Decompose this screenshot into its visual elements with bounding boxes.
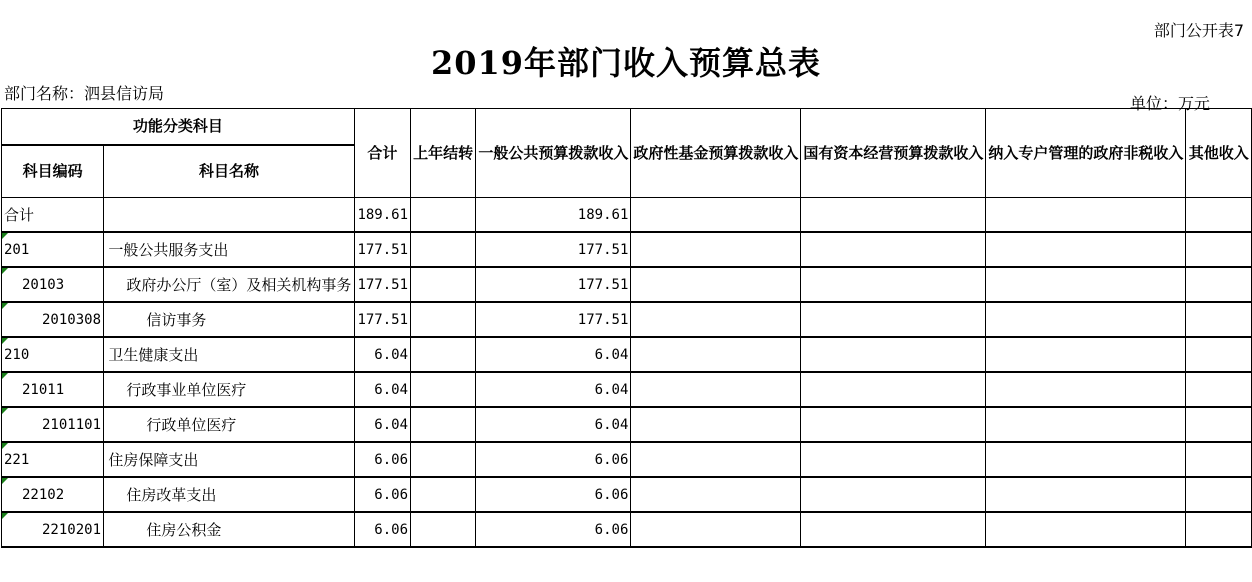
cell-general-budget: 6.04: [476, 407, 631, 442]
cell-code: 2210201: [2, 512, 104, 547]
budget-table: [1, 108, 1252, 548]
header-gov-fund: 政府性基金预算拨款收入: [631, 109, 801, 198]
cell-gov-fund: [631, 302, 801, 337]
department-name: 部门名称：泗县信访局: [4, 84, 165, 103]
header-non-tax: 纳入专户管理的政府非税收入: [986, 109, 1186, 198]
cell-gov-fund: [631, 267, 801, 302]
cell-general-budget: 6.06: [476, 477, 631, 512]
table-row: [2, 198, 1252, 233]
cell-state-capital: [801, 477, 986, 512]
cell-non-tax: [986, 407, 1186, 442]
cell-total: 177.51: [354, 267, 410, 302]
header-code: 科目编码: [2, 145, 104, 198]
cell-total: 6.04: [354, 407, 410, 442]
cell-code: 20103: [2, 267, 104, 302]
cell-general-budget: 177.51: [476, 267, 631, 302]
cell-state-capital: [801, 198, 986, 233]
header-total: 合计: [354, 109, 410, 198]
cell-code: 221: [2, 442, 104, 477]
cell-code: 22102: [2, 477, 104, 512]
cell-gov-fund: [631, 372, 801, 407]
cell-code: 210: [2, 337, 104, 372]
cell-non-tax: [986, 302, 1186, 337]
cell-code: 合计: [2, 198, 104, 233]
cell-gov-fund: [631, 512, 801, 547]
table-row: [2, 302, 1252, 337]
cell-general-budget: 189.61: [476, 198, 631, 233]
cell-non-tax: [986, 372, 1186, 407]
cell-state-capital: [801, 337, 986, 372]
cell-other: [1186, 477, 1252, 512]
cell-non-tax: [986, 477, 1186, 512]
cell-code: 2010308: [2, 302, 104, 337]
cell-gov-fund: [631, 477, 801, 512]
cell-name: 住房公积金: [104, 512, 354, 547]
cell-total: 6.04: [354, 372, 410, 407]
cell-non-tax: [986, 512, 1186, 547]
cell-total: 6.04: [354, 337, 410, 372]
cell-other: [1186, 442, 1252, 477]
cell-name: 住房保障支出: [104, 442, 354, 477]
cell-general-budget: 6.04: [476, 337, 631, 372]
cell-code: 2101101: [2, 407, 104, 442]
cell-name: 信访事务: [104, 302, 354, 337]
cell-non-tax: [986, 198, 1186, 233]
cell-general-budget: 6.04: [476, 372, 631, 407]
table-row: [2, 372, 1252, 407]
cell-prev-carry: [411, 442, 476, 477]
cell-prev-carry: [411, 337, 476, 372]
cell-name: [104, 198, 354, 233]
cell-name: 卫生健康支出: [104, 337, 354, 372]
cell-prev-carry: [411, 407, 476, 442]
table-row: [2, 267, 1252, 302]
table-row: [2, 337, 1252, 372]
cell-gov-fund: [631, 407, 801, 442]
cell-other: [1186, 337, 1252, 372]
cell-state-capital: [801, 232, 986, 267]
unit-label: 单位：万元: [1130, 94, 1211, 113]
cell-other: [1186, 512, 1252, 547]
cell-prev-carry: [411, 198, 476, 233]
header-state-capital: 国有资本经营预算拨款收入: [801, 109, 986, 198]
cell-prev-carry: [411, 302, 476, 337]
cell-total: 6.06: [354, 442, 410, 477]
cell-code: 21011: [2, 372, 104, 407]
cell-gov-fund: [631, 198, 801, 233]
cell-other: [1186, 267, 1252, 302]
cell-prev-carry: [411, 477, 476, 512]
cell-other: [1186, 407, 1252, 442]
cell-total: 177.51: [354, 232, 410, 267]
header-name: 科目名称: [104, 145, 354, 198]
cell-prev-carry: [411, 232, 476, 267]
cell-name: 住房改革支出: [104, 477, 354, 512]
cell-code: 201: [2, 232, 104, 267]
cell-non-tax: [986, 232, 1186, 267]
header-general-budget: 一般公共预算拨款收入: [476, 109, 631, 198]
table-number-label: 部门公开表7: [1153, 21, 1244, 40]
cell-general-budget: 6.06: [476, 512, 631, 547]
table-row: [2, 407, 1252, 442]
cell-total: 6.06: [354, 512, 410, 547]
cell-general-budget: 6.06: [476, 442, 631, 477]
cell-total: 177.51: [354, 302, 410, 337]
table-row: [2, 512, 1252, 547]
cell-general-budget: 177.51: [476, 232, 631, 267]
cell-other: [1186, 198, 1252, 233]
cell-total: 189.61: [354, 198, 410, 233]
cell-prev-carry: [411, 372, 476, 407]
header-prev-carry: 上年结转: [411, 109, 476, 198]
page-title: 2019年部门收入预算总表: [430, 44, 822, 82]
cell-name: 行政事业单位医疗: [104, 372, 354, 407]
cell-total: 6.06: [354, 477, 410, 512]
cell-non-tax: [986, 337, 1186, 372]
cell-non-tax: [986, 442, 1186, 477]
cell-state-capital: [801, 407, 986, 442]
cell-gov-fund: [631, 232, 801, 267]
cell-state-capital: [801, 302, 986, 337]
cell-name: 一般公共服务支出: [104, 232, 354, 267]
cell-name: 政府办公厅（室）及相关机构事务: [104, 267, 354, 302]
cell-prev-carry: [411, 512, 476, 547]
header-other: 其他收入: [1186, 109, 1252, 198]
cell-state-capital: [801, 442, 986, 477]
cell-state-capital: [801, 372, 986, 407]
table-row: [2, 442, 1252, 477]
cell-state-capital: [801, 267, 986, 302]
cell-other: [1186, 372, 1252, 407]
cell-general-budget: 177.51: [476, 302, 631, 337]
cell-prev-carry: [411, 267, 476, 302]
cell-gov-fund: [631, 337, 801, 372]
cell-other: [1186, 302, 1252, 337]
cell-gov-fund: [631, 442, 801, 477]
table-row: [2, 232, 1252, 267]
header-func-class: 功能分类科目: [2, 109, 355, 145]
table-row: [2, 477, 1252, 512]
cell-other: [1186, 232, 1252, 267]
cell-name: 行政单位医疗: [104, 407, 354, 442]
cell-non-tax: [986, 267, 1186, 302]
cell-state-capital: [801, 512, 986, 547]
